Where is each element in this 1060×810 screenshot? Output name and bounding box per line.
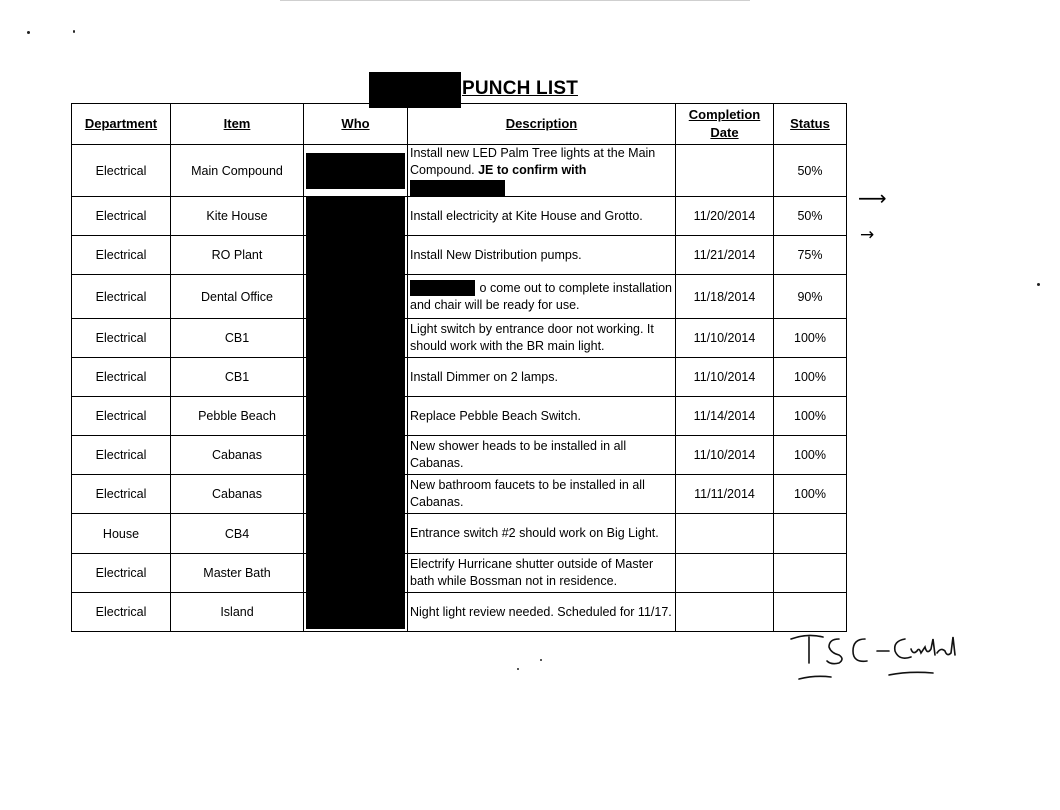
who-cell <box>304 236 408 275</box>
who-cell <box>304 436 408 475</box>
table-row <box>72 475 847 514</box>
header-department: Department <box>72 104 171 145</box>
scan-speck <box>1037 283 1040 286</box>
who-cell <box>304 554 408 593</box>
who-cell <box>304 358 408 397</box>
header-completion-date: Completion Date <box>676 104 774 145</box>
date-cell: 11/10/2014 <box>676 358 774 397</box>
item-cell: CB1 <box>171 358 304 397</box>
item-cell: Island <box>171 593 304 632</box>
item-cell: Cabanas <box>171 436 304 475</box>
status-cell: 90% <box>774 275 847 319</box>
who-cell <box>304 397 408 436</box>
item-cell: Main Compound <box>171 145 304 197</box>
description-cell <box>408 275 676 319</box>
redaction-box <box>306 436 405 474</box>
date-cell: 11/21/2014 <box>676 236 774 275</box>
description-cell: Night light review needed. Scheduled for 11/17. <box>408 593 676 632</box>
table-row <box>72 358 847 397</box>
department-cell: Electrical <box>72 197 171 236</box>
redaction-box <box>306 475 405 513</box>
status-cell <box>774 514 847 554</box>
scan-speck <box>27 31 30 34</box>
date-cell <box>676 554 774 593</box>
description-cell: Replace Pebble Beach Switch. <box>408 397 676 436</box>
date-cell: 11/20/2014 <box>676 197 774 236</box>
item-cell: CB4 <box>171 514 304 554</box>
status-cell: 100% <box>774 319 847 358</box>
scan-speck <box>517 668 519 670</box>
header-who: Who <box>304 104 408 145</box>
description-text: Install new LED Palm Tree lights at the Main Compound. <box>410 146 656 177</box>
handwritten-arrow-icon: → <box>860 225 875 245</box>
item-cell: Pebble Beach <box>171 397 304 436</box>
status-cell: 75% <box>774 236 847 275</box>
description-cell: New shower heads to be installed in all Cabanas. <box>408 436 676 475</box>
department-cell: Electrical <box>72 397 171 436</box>
who-cell <box>304 275 408 319</box>
status-cell: 100% <box>774 436 847 475</box>
item-cell: CB1 <box>171 319 304 358</box>
description-cell: Install New Distribution pumps. <box>408 236 676 275</box>
description-line-2: and chair will be ready for use. <box>410 297 580 312</box>
description-cell: Entrance switch #2 should work on Big Light. <box>408 514 676 554</box>
redaction-box <box>306 593 405 629</box>
scan-speck <box>73 30 75 33</box>
redaction-box <box>306 319 405 357</box>
table-row <box>72 514 847 554</box>
table-row <box>72 275 847 319</box>
redaction-box <box>306 275 405 318</box>
redaction-box <box>306 554 405 592</box>
status-cell: 100% <box>774 397 847 436</box>
description-cell <box>408 145 676 197</box>
header-description: Description <box>408 104 676 145</box>
item-cell: Kite House <box>171 197 304 236</box>
handwritten-arrow-icon: ⟶ <box>858 186 887 210</box>
who-cell <box>304 593 408 632</box>
status-cell: 100% <box>774 475 847 514</box>
description-cell: Light switch by entrance door not working. It should work with the BR main light. <box>408 319 676 358</box>
table-row <box>72 397 847 436</box>
department-cell: Electrical <box>72 275 171 319</box>
description-cell: Electrify Hurricane shutter outside of Master bath while Bossman not in residence. <box>408 554 676 593</box>
department-cell: Electrical <box>72 475 171 514</box>
redaction-box <box>306 197 405 235</box>
description-cell: New bathroom faucets to be installed in all Cabanas. <box>408 475 676 514</box>
status-cell: 50% <box>774 197 847 236</box>
department-cell: Electrical <box>72 436 171 475</box>
who-cell <box>304 475 408 514</box>
who-cell <box>304 514 408 554</box>
department-cell: Electrical <box>72 319 171 358</box>
table-row <box>72 145 847 197</box>
handwriting-signature-icon <box>785 625 965 685</box>
department-cell: Electrical <box>72 145 171 197</box>
date-cell: 11/14/2014 <box>676 397 774 436</box>
department-cell: Electrical <box>72 358 171 397</box>
redaction-box <box>410 180 505 196</box>
table-row <box>72 593 847 632</box>
redaction-box <box>306 358 405 396</box>
date-cell <box>676 593 774 632</box>
department-cell: Electrical <box>72 593 171 632</box>
handwritten-note <box>785 625 965 690</box>
department-cell: Electrical <box>72 236 171 275</box>
who-cell <box>304 145 408 197</box>
table-row <box>72 319 847 358</box>
who-cell <box>304 197 408 236</box>
description-bold-text: JE to confirm with <box>478 163 587 177</box>
redaction-box <box>306 153 405 189</box>
punch-list-table <box>71 103 847 632</box>
who-cell <box>304 319 408 358</box>
redaction-box <box>306 397 405 435</box>
table-row <box>72 436 847 475</box>
date-cell: 11/11/2014 <box>676 475 774 514</box>
department-cell: Electrical <box>72 554 171 593</box>
status-cell <box>774 554 847 593</box>
table-row <box>72 554 847 593</box>
date-cell: 11/10/2014 <box>676 319 774 358</box>
redaction-box <box>306 236 405 274</box>
description-line-1: o come out to complete installation <box>479 280 672 295</box>
description-cell: Install electricity at Kite House and Grotto. <box>408 197 676 236</box>
table-row <box>72 197 847 236</box>
page-title: PUNCH LIST <box>462 78 578 99</box>
date-cell <box>676 514 774 554</box>
item-cell: RO Plant <box>171 236 304 275</box>
header-item: Item <box>171 104 304 145</box>
redaction-box <box>410 280 475 296</box>
item-cell: Cabanas <box>171 475 304 514</box>
date-cell: 11/18/2014 <box>676 275 774 319</box>
date-cell <box>676 145 774 197</box>
scan-edge-line <box>280 0 750 1</box>
table-row <box>72 236 847 275</box>
description-cell: Install Dimmer on 2 lamps. <box>408 358 676 397</box>
scan-speck <box>540 659 542 661</box>
department-cell: House <box>72 514 171 554</box>
header-status: Status <box>774 104 847 145</box>
header-row <box>72 104 847 145</box>
item-cell: Dental Office <box>171 275 304 319</box>
date-cell: 11/10/2014 <box>676 436 774 475</box>
item-cell: Master Bath <box>171 554 304 593</box>
redaction-box <box>306 514 405 553</box>
status-cell: 50% <box>774 145 847 197</box>
status-cell: 100% <box>774 358 847 397</box>
